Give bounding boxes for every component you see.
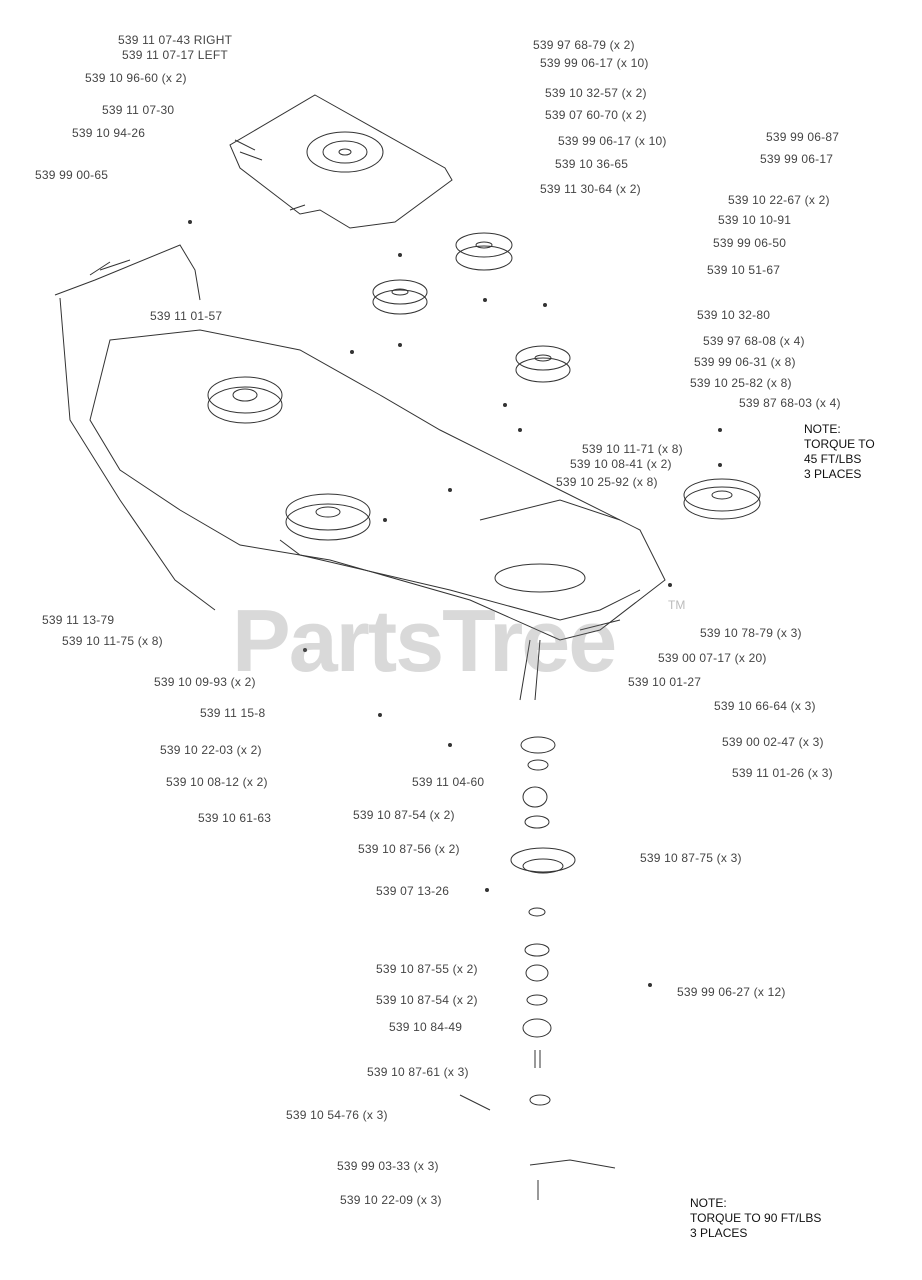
- part-label: 539 10 22-09 (x 3): [340, 1193, 442, 1207]
- part-label: 539 99 06-27 (x 12): [677, 985, 786, 999]
- part-label: 539 10 87-55 (x 2): [376, 962, 478, 976]
- part-label: 539 10 08-41 (x 2): [570, 457, 672, 471]
- part-label: 539 99 06-87: [766, 130, 840, 144]
- part-label: 539 10 66-64 (x 3): [714, 699, 816, 713]
- part-label: 539 10 84-49: [389, 1020, 463, 1034]
- spindle-pulley-center-part: [286, 494, 370, 540]
- part-label: 539 07 13-26: [376, 884, 450, 898]
- part-label: 539 10 94-26: [72, 126, 146, 140]
- part-label: 539 10 22-03 (x 2): [160, 743, 262, 757]
- part-label: 539 10 25-92 (x 8): [556, 475, 658, 489]
- part-label: 539 11 04-60: [412, 775, 485, 789]
- part-label: 539 10 87-54 (x 2): [353, 808, 455, 822]
- torque-note-90: NOTE: TORQUE TO 90 FT/LBS 3 PLACES: [690, 1196, 822, 1240]
- part-label: 539 11 01-26 (x 3): [732, 766, 833, 780]
- part-label: 539 11 15-8: [200, 706, 266, 720]
- part-label: 539 10 78-79 (x 3): [700, 626, 802, 640]
- part-label: 539 99 06-31 (x 8): [694, 355, 796, 369]
- part-label: 539 11 30-64 (x 2): [540, 182, 641, 196]
- part-label: 539 10 10-91: [718, 213, 792, 227]
- part-label: 539 00 02-47 (x 3): [722, 735, 824, 749]
- part-label: 539 10 61-63: [198, 811, 272, 825]
- part-label: 539 99 03-33 (x 3): [337, 1159, 439, 1173]
- part-label: 539 10 87-61 (x 3): [367, 1065, 469, 1079]
- part-label: 539 99 06-17 (x 10): [540, 56, 649, 70]
- part-label: 539 10 51-67: [707, 263, 781, 277]
- spindle-pulley-right-part: [684, 479, 760, 519]
- part-label: 539 11 07-30: [102, 103, 175, 117]
- part-label: 539 10 54-76 (x 3): [286, 1108, 388, 1122]
- part-label: 539 11 01-57: [150, 309, 223, 323]
- idler-pulley-right-part: [516, 346, 570, 382]
- part-label: 539 99 00-65: [35, 168, 109, 182]
- idler-pulley-top-part: [456, 233, 512, 270]
- part-label: 539 99 06-17: [760, 152, 834, 166]
- part-label: 539 10 11-75 (x 8): [62, 634, 163, 648]
- spindle-pulley-left-part: [208, 377, 282, 423]
- part-label: 539 99 06-50: [713, 236, 787, 250]
- part-label: 539 10 32-80: [697, 308, 771, 322]
- deck-side-shroud-part: [55, 245, 215, 610]
- part-label: 539 10 22-67 (x 2): [728, 193, 830, 207]
- part-label: 539 11 07-43 RIGHT: [118, 33, 233, 47]
- part-label: 539 10 09-93 (x 2): [154, 675, 256, 689]
- part-label: 539 10 96-60 (x 2): [85, 71, 187, 85]
- part-label: 539 10 87-56 (x 2): [358, 842, 460, 856]
- part-label: 539 10 01-27: [628, 675, 702, 689]
- part-label: 539 87 68-03 (x 4): [739, 396, 841, 410]
- part-label: 539 10 32-57 (x 2): [545, 86, 647, 100]
- part-label: 539 10 08-12 (x 2): [166, 775, 268, 789]
- spindle-assembly-part: [460, 737, 615, 1200]
- torque-note-45: NOTE: TORQUE TO 45 FT/LBS 3 PLACES: [804, 422, 875, 481]
- belt-cover-part: [230, 95, 452, 228]
- part-label: 539 10 36-65: [555, 157, 629, 171]
- part-label: 539 00 07-17 (x 20): [658, 651, 767, 665]
- part-label: 539 10 87-75 (x 3): [640, 851, 742, 865]
- watermark-trademark: TM: [668, 598, 686, 612]
- part-label: 539 11 07-17 LEFT: [122, 48, 228, 62]
- part-label: 539 99 06-17 (x 10): [558, 134, 667, 148]
- idler-pulley-left-part: [373, 280, 427, 314]
- part-label: 539 97 68-79 (x 2): [533, 38, 635, 52]
- part-label: 539 97 68-08 (x 4): [703, 334, 805, 348]
- part-label: 539 11 13-79: [42, 613, 115, 627]
- part-label: 539 10 11-71 (x 8): [582, 442, 683, 456]
- part-label: 539 07 60-70 (x 2): [545, 108, 647, 122]
- part-label: 539 10 25-82 (x 8): [690, 376, 792, 390]
- part-label: 539 10 87-54 (x 2): [376, 993, 478, 1007]
- partstree-watermark: PartsTree: [232, 591, 616, 690]
